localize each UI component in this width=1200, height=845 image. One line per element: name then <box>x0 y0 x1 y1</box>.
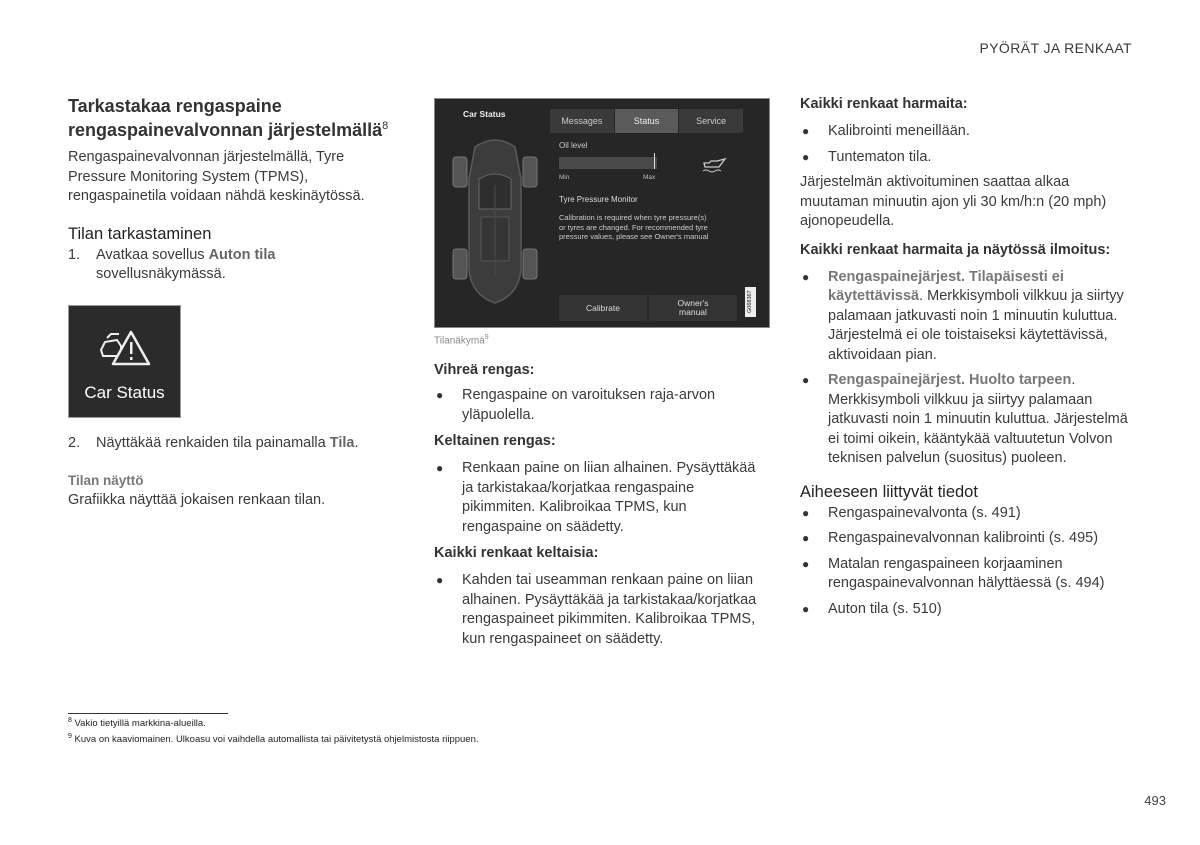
list-item-text: Kalibrointi meneillään. <box>828 123 970 139</box>
footnote-ref-9: 9 <box>484 334 489 341</box>
step-1 <box>68 246 398 285</box>
sub-heading-check-status: Tilan tarkastaminen <box>68 224 212 243</box>
list-item <box>800 148 1130 168</box>
bullet: ● <box>802 373 810 387</box>
caption-text: Tilanäkymä <box>434 335 485 347</box>
bullet: ● <box>802 556 810 571</box>
related-link-text: Rengaspainevalvonta (s. 491) <box>828 504 1021 521</box>
section-heading <box>68 96 398 140</box>
screen-tabs <box>550 109 744 133</box>
yellow-tyre-list <box>434 459 769 537</box>
message-text: Rengaspainejärjest. Tilapäisesti ei käytettävissä <box>828 268 1064 304</box>
related-info-heading: Aiheeseen liittyvät tiedot <box>800 482 978 501</box>
activation-paragraph: Järjestelmän aktivoituminen saattaa alkaa muutaman minuutin ajon yli 30 km/h:n (20 mph) ajonopeudella. <box>800 174 1107 229</box>
owners-manual-label-2: manual <box>679 307 707 317</box>
related-info-list <box>800 504 1130 620</box>
steps-list-2 <box>68 434 398 454</box>
running-header: PYÖRÄT JA RENKAAT <box>979 40 1132 56</box>
all-grey-list <box>800 122 1130 167</box>
related-link[interactable] <box>800 555 1130 594</box>
message-text: Rengaspainejärjest. Huolto tarpeen <box>828 372 1072 388</box>
grey-message-list <box>800 268 1130 469</box>
step-number: 1. <box>68 246 81 263</box>
owners-manual-button[interactable] <box>649 295 737 321</box>
related-link-text: Matalan rengaspaineen korjaaminen rengaspainevalvonnan hälyttäessä (s. 494) <box>828 555 1105 591</box>
footnote-divider <box>68 713 228 714</box>
footnote-number: 8 <box>68 717 72 724</box>
image-code: G068367 <box>745 287 756 317</box>
steps-list-1 <box>68 246 398 285</box>
column-middle <box>434 92 769 649</box>
yellow-tyre-heading: Keltainen rengas: <box>434 433 556 450</box>
step-number: 2. <box>68 434 81 451</box>
tile-label: Car Status <box>84 382 165 402</box>
list-item-text: . Merkkisymboli vilkkuu ja siirtyy palamaan jatkuvasti noin 1 minuutin kuluttua. Järjestelmä ei toimi oikein, kääntykää valtuutetun Volvon teknisen palvelun (suositus) puoleen. <box>828 372 1128 466</box>
related-link[interactable] <box>800 529 1130 549</box>
list-item <box>800 122 1130 142</box>
list-item <box>434 386 769 425</box>
list-item <box>434 571 769 649</box>
list-item <box>800 371 1130 469</box>
oil-can-icon <box>701 157 727 173</box>
bullet: ● <box>802 124 810 138</box>
step-text: Avatkaa sovellus <box>96 246 209 263</box>
center-display-screenshot <box>434 98 770 328</box>
all-yellow-heading: Kaikki renkaat keltaisia: <box>434 545 599 562</box>
minor-heading-status-display: Tilan näyttö <box>68 473 144 488</box>
list-item-text: Rengaspaine on varoituksen raja-arvon yläpuolella. <box>462 387 716 423</box>
list-item <box>800 268 1130 366</box>
figure-caption <box>434 334 769 346</box>
all-yellow-list <box>434 571 769 649</box>
oil-level-marker <box>654 153 655 169</box>
related-link[interactable] <box>800 600 1130 620</box>
column-left <box>68 92 398 511</box>
list-item <box>434 459 769 537</box>
tpms-title: Tyre Pressure Monitor <box>559 195 638 204</box>
footnote-8 <box>68 717 206 729</box>
bullet: ● <box>436 573 444 588</box>
step-2 <box>68 434 398 454</box>
related-link[interactable] <box>800 504 1130 524</box>
footnote-ref-8: 8 <box>382 120 389 132</box>
car-status-app-tile[interactable] <box>68 305 181 418</box>
all-grey-heading: Kaikki renkaat harmaita: <box>800 96 968 112</box>
app-name: Auton tila <box>208 246 276 263</box>
column-right <box>800 94 1130 619</box>
bullet: ● <box>436 388 444 403</box>
list-item-text: . Merkkisymboli vilkkuu ja siirtyy palamaan jatkuvasti noin 1 minuutin kuluttua. Järjestelmä ei ole toistaiseksi käytettävissä, aktivoidaan pian. <box>828 288 1124 363</box>
related-link-text: Rengaspainevalvonnan kalibrointi (s. 495) <box>828 530 1099 546</box>
footnote-text: Kuva on kaaviomainen. Ulkoasu voi vaihdella automallista tai päivitetystä ohjelmistosta riippuen. <box>74 734 479 746</box>
page-number: 493 <box>1144 793 1166 808</box>
tab-service[interactable]: Service <box>679 109 744 133</box>
green-tyre-heading: Vihreä rengas: <box>434 362 535 379</box>
footnote-9 <box>68 733 479 745</box>
tab-status[interactable]: Status <box>615 109 680 133</box>
bullet: ● <box>436 461 444 476</box>
owners-manual-label-1: Owner's <box>677 298 709 308</box>
oil-level-gauge <box>559 157 657 169</box>
step-text-end: sovellusnäkymässä. <box>96 266 226 282</box>
step-text-end: . <box>354 434 359 451</box>
car-warning-icon <box>97 328 153 368</box>
list-item-text: Renkaan paine on liian alhainen. Pysäyttäkää ja tarkistakaa/korjatkaa rengaspaine pikimmiten. Kalibroikaa TPMS, kun rengaspaine on säädetty. <box>462 460 756 535</box>
status-display-text: Grafiikka näyttää jokaisen renkaan tilan. <box>68 492 326 508</box>
tpms-message: Calibration is required when tyre pressure(s) or tyres are changed. For recommended tyre pressure values, please see Owner's manual <box>559 213 709 241</box>
bullet: ● <box>802 505 810 520</box>
bullet: ● <box>802 531 810 545</box>
oil-level-label: Oil level <box>559 141 588 150</box>
gauge-min-label: Min <box>559 174 570 181</box>
bullet: ● <box>802 149 810 164</box>
screen-title: Car Status <box>463 109 506 119</box>
list-item-text: Kahden tai useamman renkaan paine on liian alhainen. Pysäyttäkää ja tarkistakaa/korjatkaa rengaspaineet pikimmiten. Kalibroikaa TPMS, kun rengaspaineet on säädetty. <box>462 572 757 647</box>
car-top-view-image <box>435 99 555 327</box>
bullet: ● <box>802 601 810 616</box>
calibrate-button[interactable]: Calibrate <box>559 295 647 321</box>
gauge-max-label: Max <box>643 174 656 181</box>
section-heading-text: Tarkastakaa rengaspaine rengaspainevalvonnan järjestelmällä <box>68 96 383 140</box>
intro-paragraph: Rengaspainevalvonnan järjestelmällä, Tyre Pressure Monitoring System (TPMS), rengaspainetila voidaan nähdä keskinäytössä. <box>68 149 365 204</box>
tab-messages[interactable]: Messages <box>550 109 615 133</box>
grey-message-heading: Kaikki renkaat harmaita ja näytössä ilmoitus: <box>800 241 1111 258</box>
related-link-text: Auton tila (s. 510) <box>828 600 942 617</box>
bullet: ● <box>802 269 810 284</box>
green-tyre-list <box>434 386 769 425</box>
footnote-number: 9 <box>68 733 72 740</box>
list-item-text: Tuntematon tila. <box>828 148 932 165</box>
status-button-name: Tila <box>329 434 355 451</box>
step-text: Näyttäkää renkaiden tila painamalla <box>96 434 330 451</box>
footnote-text: Vakio tietyillä markkina-alueilla. <box>74 718 206 730</box>
